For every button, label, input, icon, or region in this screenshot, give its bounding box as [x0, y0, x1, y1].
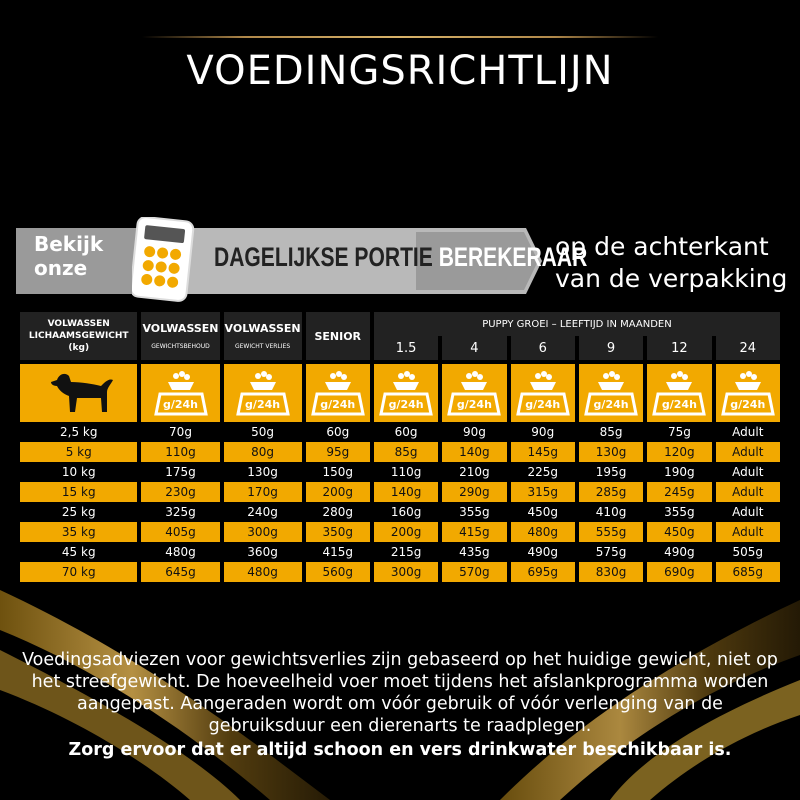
- table-cell: 685g: [716, 562, 780, 582]
- table-cell: 575g: [595, 545, 627, 559]
- portion-unit: g/24h: [456, 398, 492, 411]
- table-cell: 45 kg: [61, 545, 96, 559]
- portion-unit: g/24h: [730, 398, 766, 411]
- table-cell: 570g: [442, 562, 506, 582]
- banner-title: [214, 242, 587, 273]
- table-cell: 110g: [141, 442, 219, 462]
- table-cell: Adult: [716, 522, 780, 542]
- banner-lead-line1: Bekijk: [34, 232, 104, 256]
- table-cell: 505g: [732, 545, 764, 559]
- table-row: [20, 502, 780, 522]
- table-cell: 215g: [390, 545, 422, 559]
- header-adult-loss-main: VOLWASSEN: [224, 322, 301, 335]
- portion-unit: g/24h: [593, 398, 629, 411]
- table-row: [20, 522, 780, 542]
- header-adult-maintain: [141, 312, 219, 360]
- table-cell: 200g: [374, 522, 438, 542]
- table-cell: 245g: [647, 482, 711, 502]
- table-row: [20, 422, 780, 442]
- table-cell: Adult: [716, 482, 780, 502]
- table-cell: 315g: [511, 482, 575, 502]
- table-cell: 5 kg: [20, 442, 137, 462]
- table-cell: Adult: [732, 425, 764, 439]
- portion-unit: g/24h: [320, 398, 356, 411]
- page-title: VOEDINGSRICHTLIJN: [186, 48, 614, 94]
- table-cell: 130g: [579, 442, 643, 462]
- banner-title-part2: BEREKERAAR: [438, 242, 588, 272]
- table-cell: 480g: [511, 522, 575, 542]
- header-adult-maintain-main: VOLWASSEN: [142, 322, 219, 335]
- table-cell: 450g: [527, 505, 558, 519]
- header-adult-loss: [224, 312, 302, 360]
- table-cell: 25 kg: [61, 505, 96, 519]
- table-cell: 405g: [141, 522, 219, 542]
- table-cell: 645g: [141, 562, 219, 582]
- banner-lead-line2: onze: [34, 256, 88, 280]
- food-scale-cell: [224, 360, 302, 422]
- table-cell: 70g: [169, 425, 192, 439]
- header-adult-loss-sub: GEWICHT VERLIES: [234, 343, 291, 350]
- calculator-banner: [16, 228, 588, 294]
- table-cell: 360g: [247, 545, 278, 559]
- feeding-table: [16, 312, 784, 582]
- table-cell: 300g: [374, 562, 438, 582]
- table-cell: 10 kg: [61, 465, 96, 479]
- table-cell: 280g: [322, 505, 354, 519]
- icon-row: [20, 360, 780, 422]
- table-cell: 415g: [322, 545, 354, 559]
- table-cell: 210g: [459, 465, 490, 479]
- food-scale-cell: [579, 360, 643, 422]
- feeding-table-body: [20, 422, 780, 582]
- table-cell: 15 kg: [20, 482, 137, 502]
- portion-unit: g/24h: [661, 398, 697, 411]
- table-cell: 50g: [251, 425, 274, 439]
- table-cell: 325g: [165, 505, 196, 519]
- table-cell: 175g: [165, 465, 196, 479]
- header-month: 9: [579, 336, 643, 360]
- table-cell: 450g: [647, 522, 711, 542]
- dog-icon: [29, 368, 129, 418]
- table-cell: 60g: [394, 425, 418, 439]
- table-cell: 140g: [442, 442, 506, 462]
- food-scale-cell: [716, 360, 780, 422]
- table-cell: 80g: [224, 442, 302, 462]
- header-month: 6: [511, 336, 575, 360]
- table-cell: 190g: [664, 465, 695, 479]
- back-note-line1: op de achterkant: [555, 232, 769, 261]
- table-cell: 225g: [527, 465, 558, 479]
- table-row: [20, 482, 780, 502]
- portion-unit: g/24h: [525, 398, 561, 411]
- header-senior: SENIOR: [306, 312, 370, 360]
- table-cell: 350g: [306, 522, 370, 542]
- table-cell: 480g: [224, 562, 302, 582]
- header-month: 1.5: [374, 336, 438, 360]
- table-cell: 555g: [579, 522, 643, 542]
- table-cell: 415g: [442, 522, 506, 542]
- table-cell: Adult: [732, 505, 764, 519]
- table-cell: 130g: [247, 465, 278, 479]
- table-cell: 60g: [326, 425, 350, 439]
- table-cell: Adult: [716, 442, 780, 462]
- food-scale-cell: [141, 360, 219, 422]
- table-cell: 410g: [595, 505, 627, 519]
- header-puppy: PUPPY GROEI – LEEFTIJD IN MAANDEN: [374, 312, 780, 336]
- table-cell: 70 kg: [20, 562, 137, 582]
- footer-water-note: Zorg ervoor dat er altijd schoon en vers drinkwater beschikbaar is.: [68, 740, 732, 760]
- banner-title-part1: DAGELIJKSE PORTIE: [214, 242, 433, 272]
- table-cell: 85g: [599, 425, 623, 439]
- table-cell: 690g: [647, 562, 711, 582]
- back-note-line2: van de verpakking: [555, 264, 788, 293]
- table-row: [20, 562, 780, 582]
- table-cell: 35 kg: [20, 522, 137, 542]
- table-cell: 120g: [647, 442, 711, 462]
- table-cell: 695g: [511, 562, 575, 582]
- portion-unit: g/24h: [162, 398, 199, 411]
- table-cell: 490g: [664, 545, 695, 559]
- table-row: [20, 542, 780, 562]
- table-cell: 110g: [390, 465, 422, 479]
- food-scale-cell: [511, 360, 575, 422]
- table-cell: 290g: [442, 482, 506, 502]
- table-cell: 300g: [224, 522, 302, 542]
- table-cell: 2,5 kg: [60, 425, 98, 439]
- table-cell: 85g: [374, 442, 438, 462]
- dog-weight-cell: [20, 360, 137, 422]
- table-cell: 230g: [141, 482, 219, 502]
- table-cell: 435g: [459, 545, 490, 559]
- portion-unit: g/24h: [245, 398, 281, 411]
- footer-note: Voedingsadviezen voor gewichtsverlies zijn gebaseerd op het huidige gewicht, niet op het streefgewicht. De hoeveelheid voer moet tijdens het afslankprogramma worden aangepast. Aangeraden wordt om vóór gebruik of vóór verlenging van de gebruiksduur een dierenarts te raadplegen.: [22, 650, 778, 736]
- table-cell: 95g: [306, 442, 370, 462]
- header-month: 12: [647, 336, 711, 360]
- portion-unit: g/24h: [388, 398, 424, 411]
- table-cell: 195g: [595, 465, 627, 479]
- food-scale-cell: [306, 360, 370, 422]
- table-cell: 490g: [527, 545, 558, 559]
- table-cell: 170g: [224, 482, 302, 502]
- header-weight: VOLWASSEN LICHAAMSGEWICHT (kg): [20, 312, 137, 360]
- table-cell: 200g: [306, 482, 370, 502]
- table-cell: 90g: [462, 425, 486, 439]
- table-cell: 240g: [247, 505, 278, 519]
- food-scale-cell: [442, 360, 506, 422]
- food-scale-cell: [647, 360, 711, 422]
- table-cell: Adult: [732, 465, 764, 479]
- header-month: 4: [442, 336, 506, 360]
- table-cell: 285g: [579, 482, 643, 502]
- table-row: [20, 462, 780, 482]
- table-row: [20, 442, 780, 462]
- table-cell: 480g: [165, 545, 196, 559]
- table-cell: 90g: [531, 425, 555, 439]
- table-cell: 355g: [664, 505, 695, 519]
- table-cell: 150g: [322, 465, 354, 479]
- table-cell: 75g: [667, 425, 691, 439]
- gold-divider-line: [142, 36, 658, 38]
- table-cell: 355g: [459, 505, 490, 519]
- food-scale-cell: [374, 360, 438, 422]
- table-cell: 140g: [374, 482, 438, 502]
- back-of-pack-note: [555, 231, 787, 295]
- header-month: 24: [716, 336, 780, 360]
- table-cell: 145g: [511, 442, 575, 462]
- header-adult-maintain-sub: GEWICHTSBEHOUD: [151, 343, 210, 350]
- calculator-icon: [132, 217, 196, 303]
- table-cell: 160g: [390, 505, 422, 519]
- table-cell: 830g: [579, 562, 643, 582]
- table-cell: 560g: [306, 562, 370, 582]
